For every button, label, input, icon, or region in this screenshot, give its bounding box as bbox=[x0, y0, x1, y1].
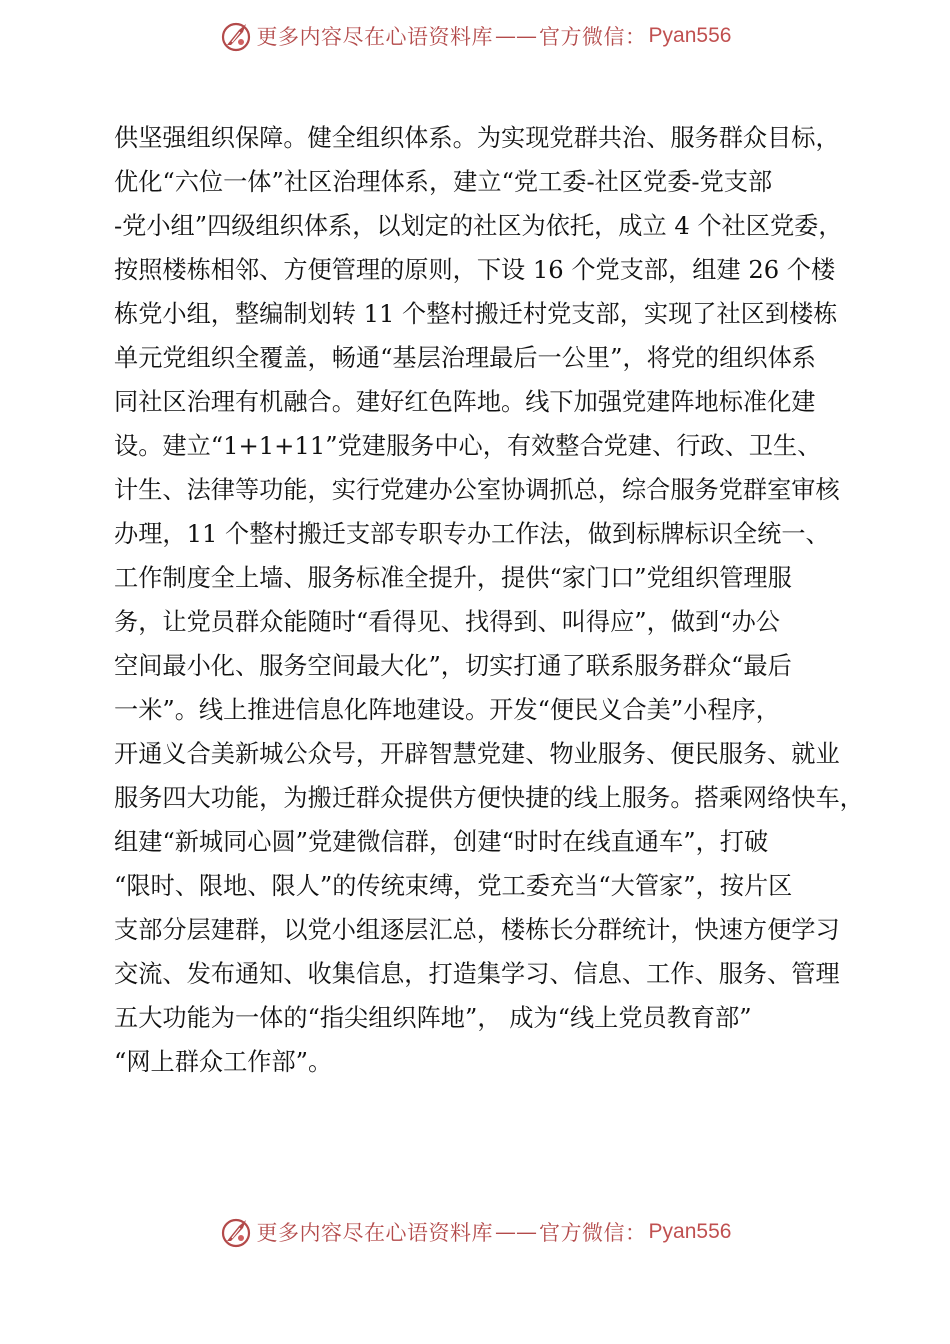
banner-site-text: 更多内容尽在心语资料库 bbox=[256, 1221, 494, 1245]
banner-wechat-handle: Pyan556 bbox=[648, 1220, 732, 1243]
body-line: “网上群众工作部”。 bbox=[114, 1048, 333, 1076]
pen-nib-logo-icon bbox=[219, 18, 255, 54]
header-banner bbox=[0, 16, 950, 56]
body-line: “限时、限地、限人”的传统束缚，党工委充当“大管家”，按片区 bbox=[114, 872, 793, 900]
body-line: 供坚强组织保障。健全组织体系。为实现党群共治、服务群众目标， bbox=[114, 124, 840, 152]
banner-wechat-handle: Pyan556 bbox=[648, 24, 732, 47]
body-line: 务，让党员群众能随时“看得见、找得到、叫得应”，做到“办公 bbox=[114, 608, 780, 636]
body-line: 同社区治理有机融合。建好红色阵地。线下加强党建阵地标准化建 bbox=[114, 388, 816, 416]
banner-dash: —— bbox=[495, 24, 538, 48]
body-line: 单元党组织全覆盖，畅通“基层治理最后一公里”，将党的组织体系 bbox=[114, 344, 816, 372]
body-line: 计生、法律等功能，实行党建办公室协调抓总，综合服务党群室审核 bbox=[114, 476, 840, 504]
body-line: 一米”。线上推进信息化阵地建设。开发“便民义合美”小程序， bbox=[114, 696, 780, 724]
body-line: 设。建立“1+1+11”党建服务中心，有效整合党建、行政、卫生、 bbox=[114, 432, 822, 460]
body-line: 支部分层建群，以党小组逐层汇总，楼栋长分群统计，快速方便学习 bbox=[114, 916, 840, 944]
document-body bbox=[114, 116, 874, 1084]
body-line: 工作制度全上墙、服务标准全提升，提供“家门口”党组织管理服 bbox=[114, 564, 792, 592]
body-line: 开通义合美新城公众号，开辟智慧党建、物业服务、便民服务、就业 bbox=[114, 740, 840, 768]
banner-wechat-label: 官方微信： bbox=[539, 25, 647, 49]
body-line: 组建“新城同心圆”党建微信群，创建“时时在线直通车”，打破 bbox=[114, 828, 769, 856]
body-line: 栋党小组，整编制划转 11 个整村搬迁村党支部，实现了社区到楼栋 bbox=[114, 300, 838, 328]
body-line: 服务四大功能，为搬迁群众提供方便快捷的线上服务。搭乘网络快车， bbox=[114, 784, 864, 812]
body-line: 按照楼栋相邻、方便管理的原则，下设 16 个党支部，组建 26 个楼 bbox=[114, 256, 836, 284]
banner-site-text: 更多内容尽在心语资料库 bbox=[256, 25, 494, 49]
body-line: 空间最小化、服务空间最大化”，切实打通了联系服务群众“最后 bbox=[114, 652, 792, 680]
body-line: -党小组”四级组织体系，以划定的社区为依托，成立 4 个社区党委， bbox=[114, 212, 843, 240]
footer-banner bbox=[0, 1212, 950, 1252]
banner-dash: —— bbox=[495, 1220, 538, 1244]
body-line: 优化“六位一体”社区治理体系，建立“党工委-社区党委-党支部 bbox=[114, 168, 773, 196]
body-line: 五大功能为一体的“指尖组织阵地”， 成为“线上党员教育部” bbox=[114, 1004, 752, 1032]
body-line: 交流、发布通知、收集信息，打造集学习、信息、工作、服务、管理 bbox=[114, 960, 840, 988]
body-line: 办理，11 个整村搬迁支部专职专办工作法，做到标牌标识全统一、 bbox=[114, 520, 830, 548]
banner-wechat-label: 官方微信： bbox=[539, 1221, 647, 1245]
pen-nib-logo-icon bbox=[219, 1214, 255, 1250]
